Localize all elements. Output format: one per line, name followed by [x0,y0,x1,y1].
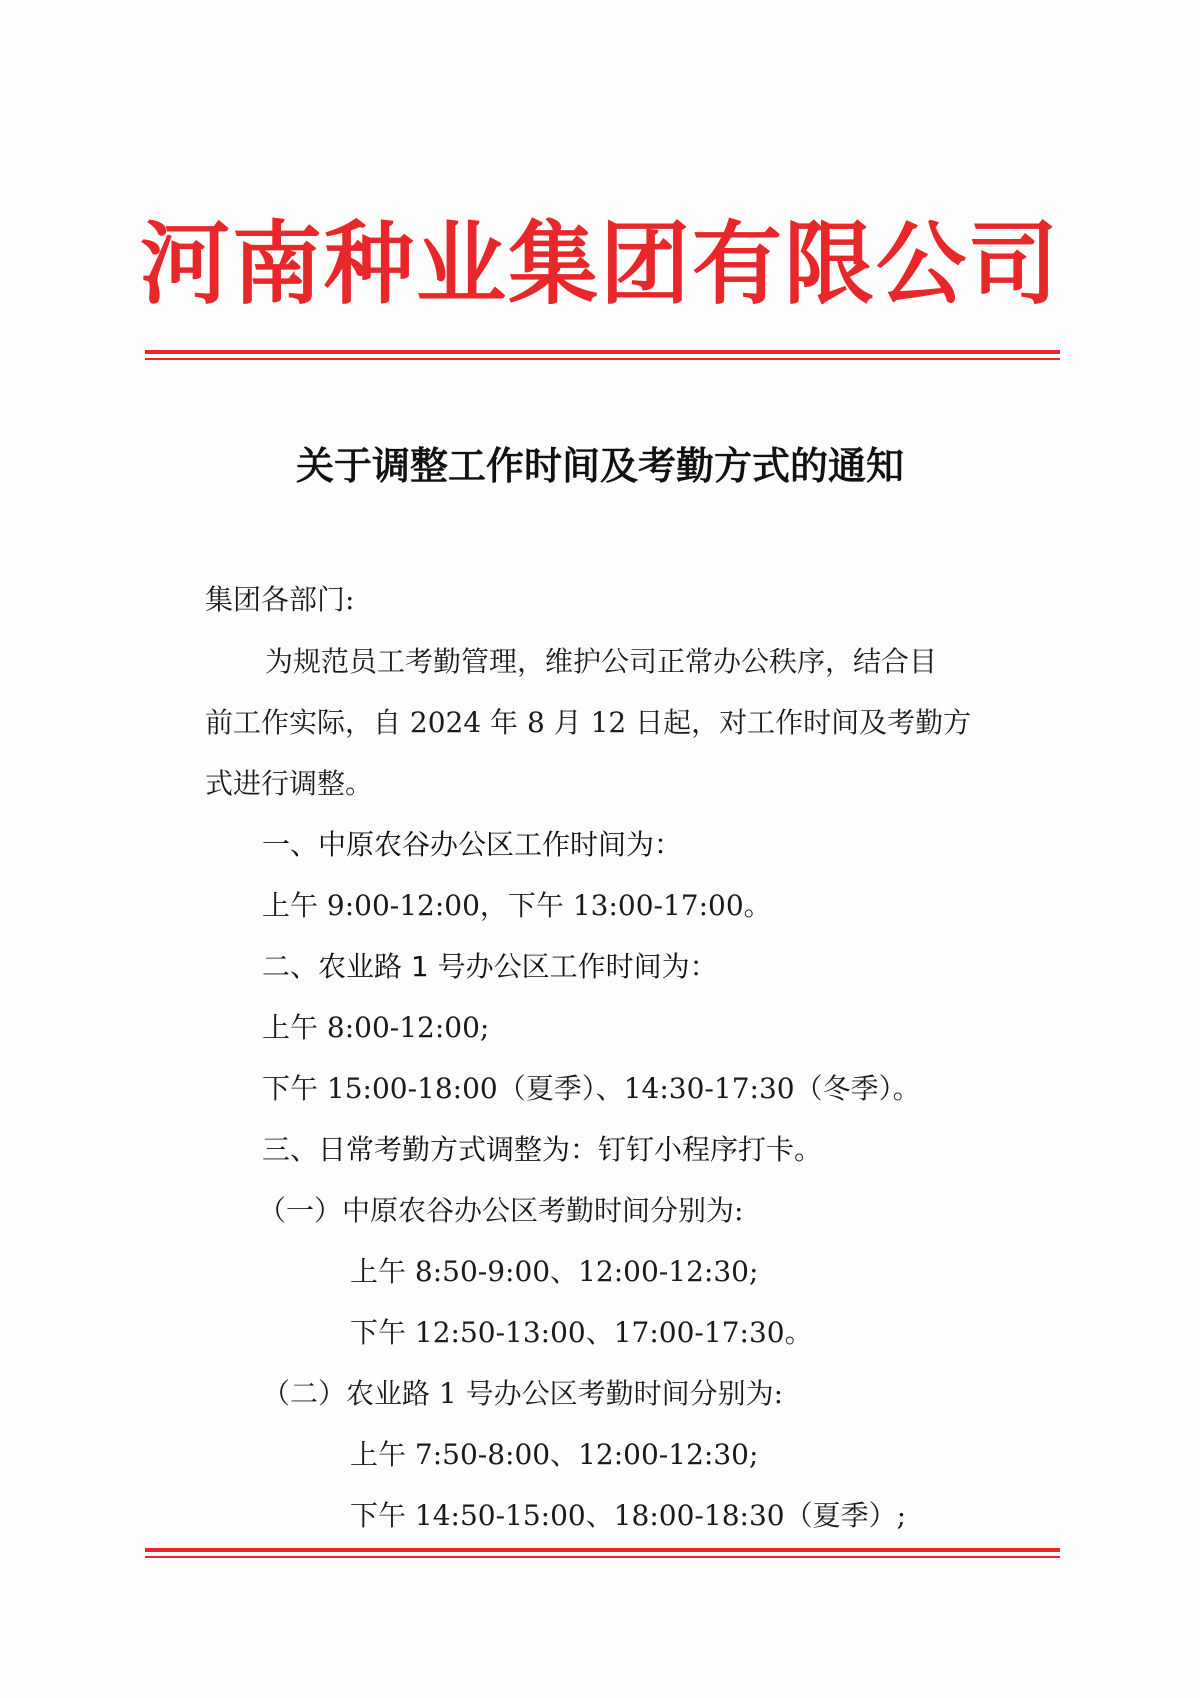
footer-divider-thick [145,1548,1060,1552]
subsection-2-heading: （二）农业路 1 号办公区考勤时间分别为: [262,1377,784,1410]
section-3-heading: 三、日常考勤方式调整为：钉钉小程序打卡。 [262,1133,823,1166]
footer-divider [145,1548,1060,1558]
section-2-heading: 二、农业路 1 号办公区工作时间为： [262,950,718,983]
footer-divider-thin [145,1556,1060,1558]
intro-line-2: 前工作实际，自 2024 年 8 月 12 日起，对工作时间及考勤方 [205,706,972,739]
subsection-2-line-1: 上午 7:50-8:00、12:00-12:30; [350,1438,759,1471]
section-1-line-1: 上午 9:00-12:00，下午 13:00-17:00。 [262,889,772,922]
subsection-1-line-2: 下午 12:50-13:00、17:00-17:30。 [350,1316,813,1349]
header-divider-thick [145,350,1060,354]
intro-line-1: 为规范员工考勤管理，维护公司正常办公秩序，结合目 [265,645,938,678]
header-divider [145,350,1060,360]
section-2-line-1: 上午 8:00-12:00; [262,1011,490,1044]
subsection-1-line-1: 上午 8:50-9:00、12:00-12:30; [350,1255,759,1288]
organization-name: 河南种业集团有限公司 [140,212,1060,317]
subsection-2-line-2: 下午 14:50-15:00、18:00-18:30（夏季）; [350,1499,907,1532]
header-divider-thin [145,358,1060,360]
salutation: 集团各部门: [205,583,355,616]
section-1-heading: 一、中原农谷办公区工作时间为： [262,828,683,861]
intro-line-3: 式进行调整。 [205,767,374,800]
document-title: 关于调整工作时间及考勤方式的通知 [295,443,904,488]
section-2-line-2: 下午 15:00-18:00（夏季）、14:30-17:30（冬季）。 [262,1072,921,1105]
subsection-1-heading: （一）中原农谷办公区考勤时间分别为: [258,1194,744,1227]
